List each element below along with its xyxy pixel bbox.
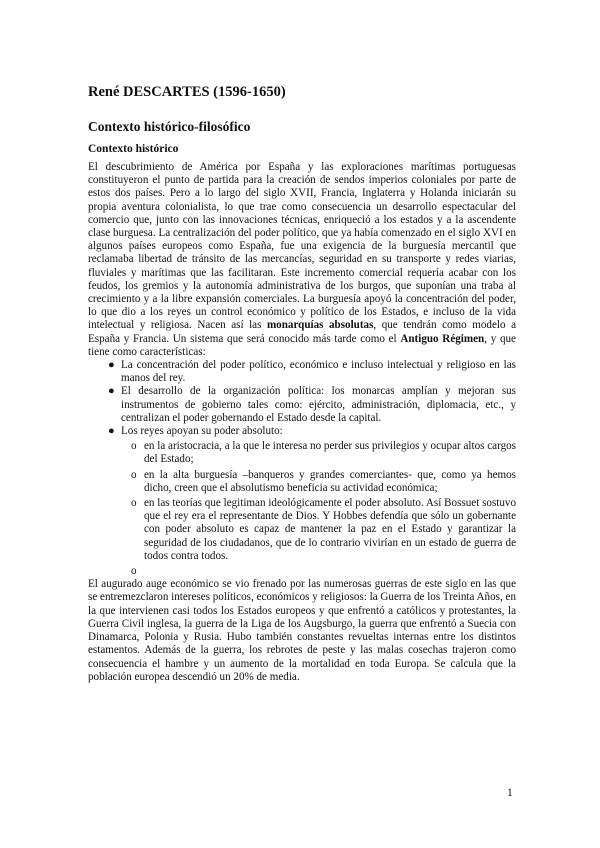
section-heading: Contexto histórico-filosófico: [88, 119, 251, 134]
bullet-icon: ●: [108, 425, 115, 438]
list-item: [108, 359, 516, 385]
list-item-text: La concentración del poder político, económico e incluso intelectual y religioso en las manos del rey.: [121, 359, 516, 385]
list-item: [108, 425, 516, 438]
list-item-text: El desarrollo de la organización política: los monarcas amplían y mejoran sus instrumentos de gobierno tales como: ejército, administración, diplomacia, etc., y centralizan el poder gobernando el Estado desde la capital.: [121, 385, 516, 424]
sublist-item: [131, 497, 516, 563]
sub-bullet-icon: o: [131, 468, 137, 481]
paragraph-intro-text-3: , y que tiene como características:: [88, 332, 516, 358]
bullet-icon: ●: [108, 385, 115, 398]
document-title: René DESCARTES (1596-1650): [88, 84, 286, 100]
bold-term-monarquias: monarquías absolutas: [266, 319, 374, 332]
bold-term-antiguo-regimen: Antiguo Régimen: [400, 332, 485, 345]
sublist-item-empty: [131, 565, 516, 578]
subsection-heading: Contexto histórico: [88, 143, 179, 155]
document-page: [88, 84, 516, 684]
page-number: 1: [507, 787, 513, 799]
sublist-item-text: en la aristocracia, a la que le interesa no perder sus privilegios y ocupar altos cargos del Estado;: [144, 440, 516, 466]
sublist-item: [131, 469, 516, 495]
list-item: [108, 385, 516, 425]
paragraph-intro-text: El descubrimiento de América por España y las exploraciones marítimas portuguesas constituyeron el punto de partida para la creación de sendos imperios coloniales por parte de estos dos países. Pero a lo largo del siglo XVII, Francia, Inglaterra y Holanda iniciarán su propia aventura colonialista, lo que trae como consecuencia un desarrollo espectacular del comercio que, junto con las innovaciones técnicas, enriqueció a los estados y a la ascendente clase burguesa. La centralización del poder político, que ya había comenzado en el siglo XVI en algunos países europeos como España, fue una exigencia de la burguesía mercantil que reclamaba libertad de tránsito de las mercancías, seguridad en su transporte y redes viarias, fluviales y marítimas que las facilitaran. Este incremento comercial requería acabar con los feudos, los gremios y la autonomía administrativa de los burgos, que suponían una traba al crecimiento y a la libre expansión comerciales. La burguesía apoyó la concentración del poder, lo que dio a los reyes un control económico y político de los Estados, e incluso de la vida intelectual y religiosa. Nacen así las: [88, 161, 516, 332]
sub-bullet-icon: o: [131, 565, 137, 578]
paragraph-intro-text-2: , que tendrán como modelo a España y Francia. Un sistema que será conocido más tarde como el: [88, 319, 516, 345]
bullet-icon: ●: [108, 359, 115, 372]
sub-bullet-icon: o: [131, 497, 137, 510]
sublist-item-text: en la alta burguesía –banqueros y grandes comerciantes- que, como ya hemos dicho, creen que el absolutismo beneficia su actividad económica;: [144, 468, 516, 494]
sublist-item: [131, 440, 516, 466]
support-sublist: [88, 440, 516, 578]
paragraph-intro: [88, 161, 516, 359]
sublist-item-text: en las teorías que legitiman ideológicamente el poder absoluto. Así Bossuet sostuvo que el rey era el representante de Dios. Y Hobbes defendía que sólo un gobernante con poder absoluto es capaz de mantener la paz en el Estado y garantizar la seguridad de los ciudadanos, que de lo contrario vivirían en un estado de guerra de todos contra todos.: [144, 497, 516, 562]
characteristics-list: [88, 359, 516, 438]
sub-bullet-icon: o: [131, 440, 137, 453]
paragraph-wars: El augurado auge económico se vio frenado por las numerosas guerras de este siglo en las que se entremezclaron intereses políticos, económicos y religiosos: la Guerra de los Treinta Años, en la que intervienen casi todos los Estados europeos y que enfrentó a católicos y protestantes, la Guerra Civil inglesa, la guerra de la Liga de los Augsburgo, la guerra que enfrentó a Suecia con Dinamarca, Polonia y Rusia. Hubo también constantes revueltas internas entre los distintos estamentos. Además de la guerra, los rebrotes de peste y las malas cosechas trajeron como consecuencia el hambre y un aumento de la mortalidad en toda Europa. Se calcula que la población europea descendió un 20% de media.: [88, 578, 516, 683]
list-item-text: Los reyes apoyan su poder absoluto:: [121, 425, 283, 438]
